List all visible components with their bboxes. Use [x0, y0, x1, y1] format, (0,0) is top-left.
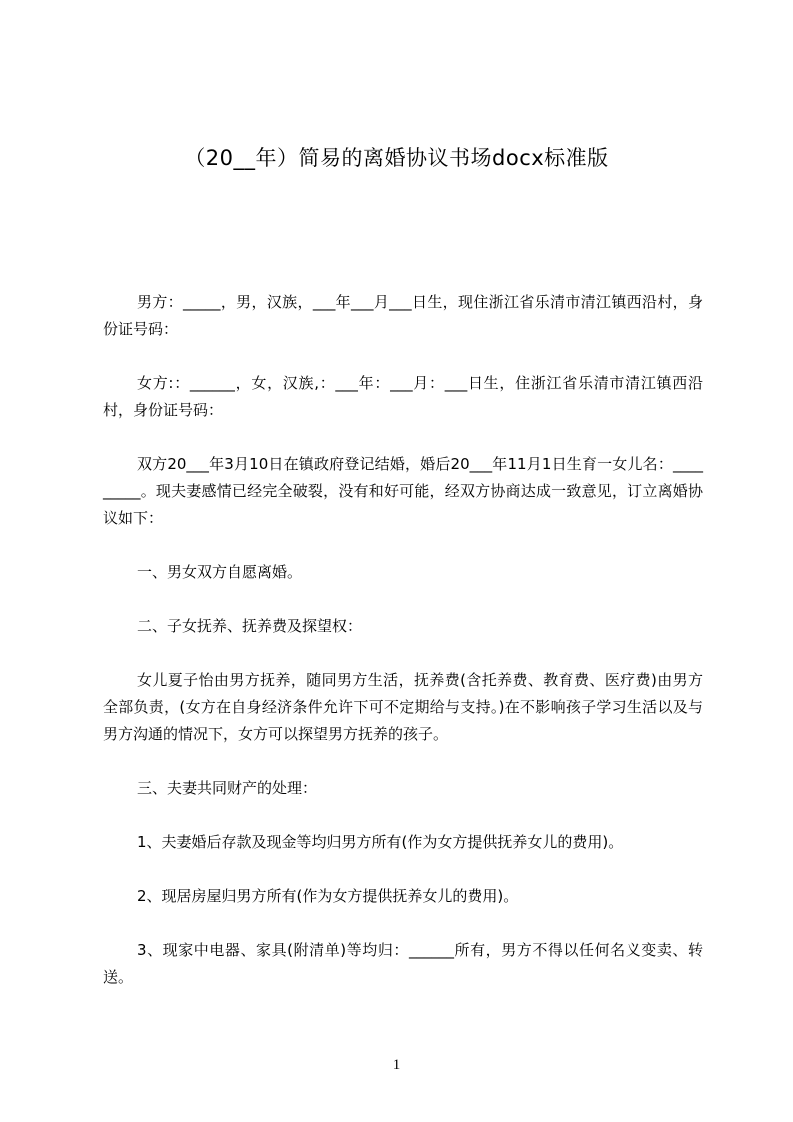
section-three-heading: 三、夫妻共同财产的处理：	[137, 779, 318, 797]
section-two-heading: 二、子女抚养、抚养费及探望权：	[137, 617, 363, 635]
marriage-background-paragraph: 双方20___年3月10日在镇政府登记结婚，婚后20___年11月1日生育一女儿名：_________。现夫妻感情已经完全破裂，没有和好可能，经双方协商达成一致意见，订立离婚协议如下：	[103, 455, 703, 527]
male-party-paragraph: 男方：_____，男，汉族，___年___月___日生，现住浙江省乐清市清江镇西沿村，身份证号码：	[103, 293, 703, 338]
child-custody-paragraph: 女儿夏子怡由男方抚养，随同男方生活，抚养费(含托养费、教育费、医疗费)由男方全部负责，(女方在自身经济条件允许下可不定期给与支持。)在不影响孩子学习生活以及与男方沟通的情况下，女方可以探望男方抚养的孩子。	[103, 671, 703, 743]
property-item-three: 3、现家中电器、家具(附清单)等均归：______所有，男方不得以任何名义变卖、转送。	[103, 941, 703, 986]
section-one-heading: 一、男女双方自愿离婚。	[137, 563, 303, 581]
document-body	[103, 289, 703, 991]
property-item-one: 1、夫妻婚后存款及现金等均归男方所有(作为女方提供抚养女儿的费用)。	[137, 833, 624, 851]
property-item-two: 2、现居房屋归男方所有(作为女方提供抚养女儿的费用)。	[137, 887, 519, 905]
document-title: （20__年）简易的离婚协议书场docx标准版	[184, 146, 609, 170]
female-party-paragraph: 女方:：______，女，汉族,：___年：___月：___日生，住浙江省乐清市清江镇西沿村，身份证号码：	[103, 374, 703, 419]
page-number: 1	[392, 1057, 401, 1073]
